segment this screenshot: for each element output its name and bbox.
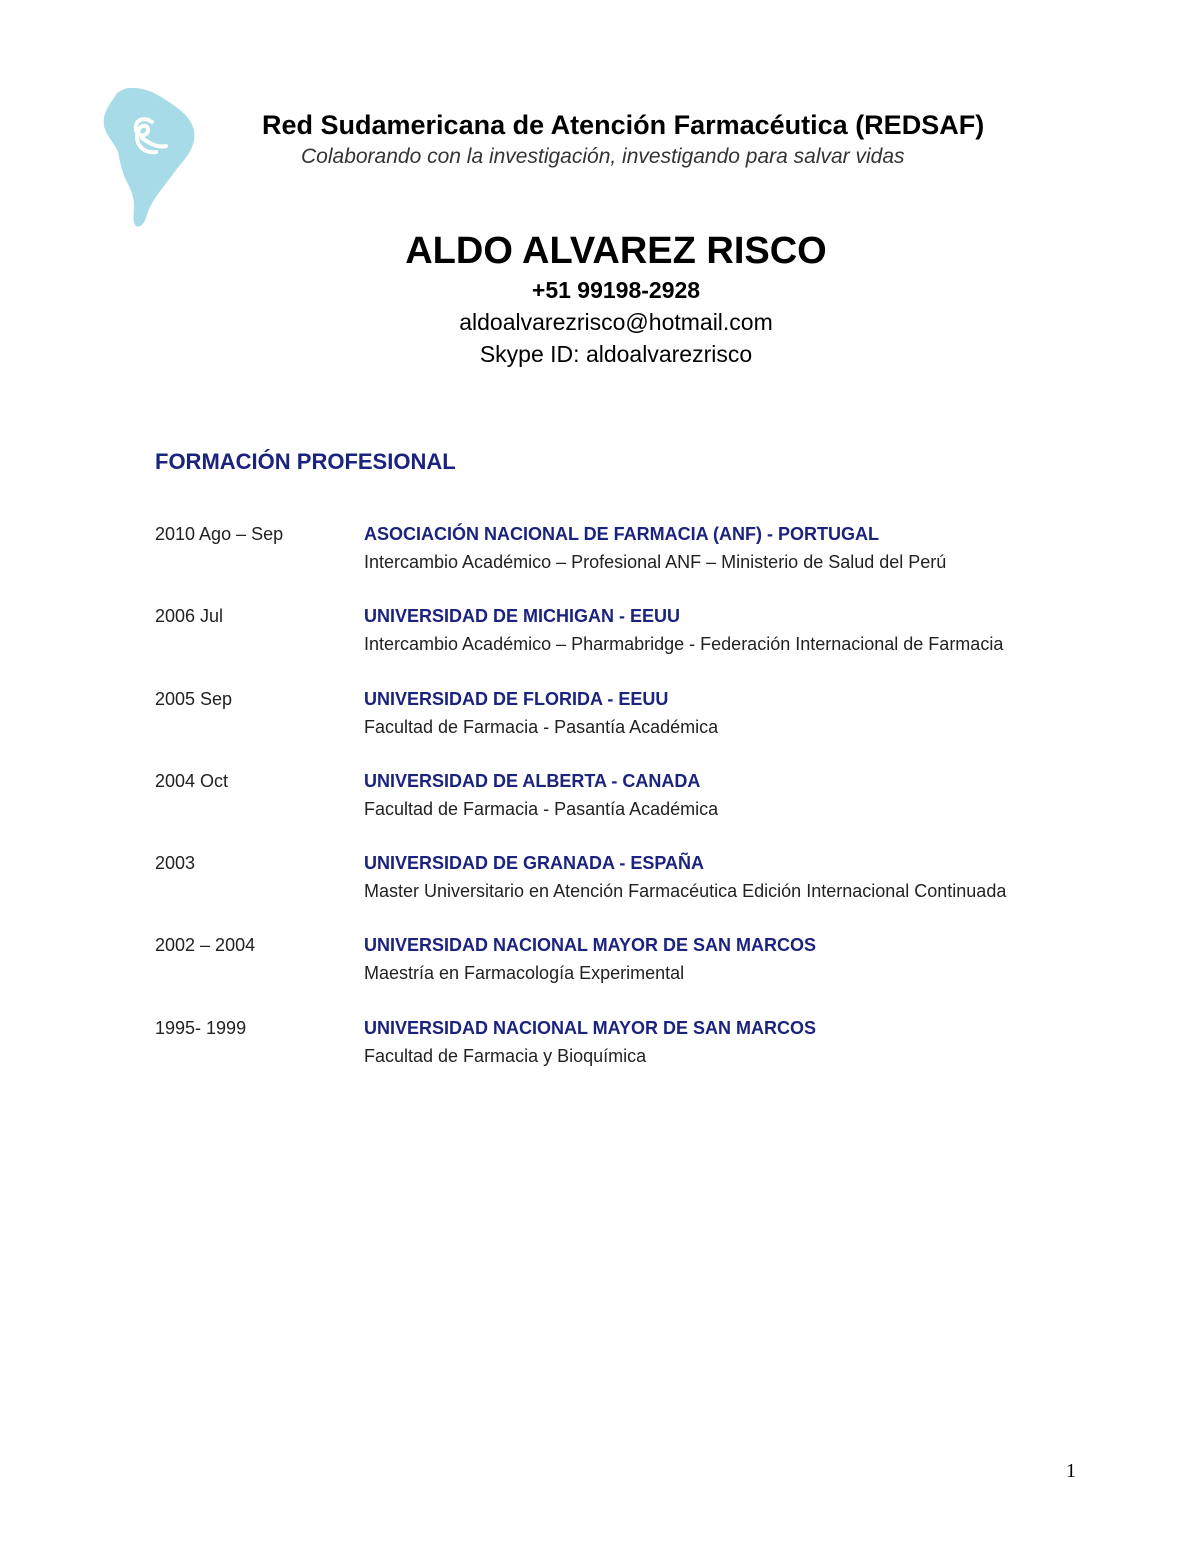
- entry-description: Intercambio Académico – Profesional ANF – Ministerio de Salud del Perú: [364, 552, 947, 572]
- entry-institution: UNIVERSIDAD NACIONAL MAYOR DE SAN MARCOS: [364, 1017, 817, 1038]
- entry-description: Master Universitario en Atención Farmacéutica Edición Internacional Continuada: [364, 881, 1007, 902]
- entry-date: 2005 Sep: [155, 688, 233, 709]
- entry-date: 2004 Oct: [155, 770, 229, 791]
- education-list: [155, 524, 1055, 1100]
- south-america-map-logo: [100, 84, 200, 230]
- phone-number: +51 99198-2928: [531, 277, 701, 303]
- person-name: ALDO ALVAREZ RISCO: [405, 230, 827, 272]
- education-entry: [155, 689, 1055, 771]
- education-entry: [155, 1018, 1055, 1100]
- org-title: Red Sudamericana de Atención Farmacéutica (REDSAF): [262, 110, 985, 140]
- entry-description: Intercambio Académico – Pharmabridge - Federación Internacional de Farmacia: [364, 634, 1004, 655]
- entry-institution: ASOCIACIÓN NACIONAL DE FARMACIA (ANF) - PORTUGAL: [364, 524, 879, 544]
- entry-institution: UNIVERSIDAD DE MICHIGAN - EEUU: [364, 606, 681, 627]
- continent-shape: [104, 88, 195, 227]
- entry-date: 2006 Jul: [155, 606, 224, 627]
- email-address: aldoalvarezrisco@hotmail.com: [459, 309, 773, 335]
- entry-description: Maestría en Farmacología Experimental: [364, 963, 685, 984]
- entry-date: 2002 – 2004: [155, 935, 256, 956]
- education-entry: [155, 935, 1055, 1017]
- section-title-education: FORMACIÓN PROFESIONAL: [155, 449, 456, 474]
- entry-institution: UNIVERSIDAD DE FLORIDA - EEUU: [364, 688, 669, 709]
- education-entry: [155, 524, 1055, 606]
- skype-id: Skype ID: aldoalvarezrisco: [479, 341, 753, 367]
- entry-institution: UNIVERSIDAD DE ALBERTA - CANADA: [364, 770, 701, 791]
- entry-institution: UNIVERSIDAD DE GRANADA - ESPAÑA: [364, 853, 705, 874]
- entry-institution: UNIVERSIDAD NACIONAL MAYOR DE SAN MARCOS: [364, 935, 817, 956]
- entry-description: Facultad de Farmacia y Bioquímica: [364, 1045, 647, 1066]
- entry-date: 1995- 1999: [155, 1017, 247, 1038]
- entry-date: 2003: [155, 853, 196, 874]
- education-entry: [155, 606, 1055, 688]
- education-entry: [155, 771, 1055, 853]
- entry-description: Facultad de Farmacia - Pasantía Académica: [364, 716, 719, 737]
- education-entry: [155, 853, 1055, 935]
- entry-description: Facultad de Farmacia - Pasantía Académica: [364, 798, 719, 819]
- org-tagline: Colaborando con la investigación, investigando para salvar vidas: [301, 145, 905, 168]
- entry-date: 2010 Ago – Sep: [155, 524, 284, 544]
- page-number: 1: [1066, 1460, 1076, 1482]
